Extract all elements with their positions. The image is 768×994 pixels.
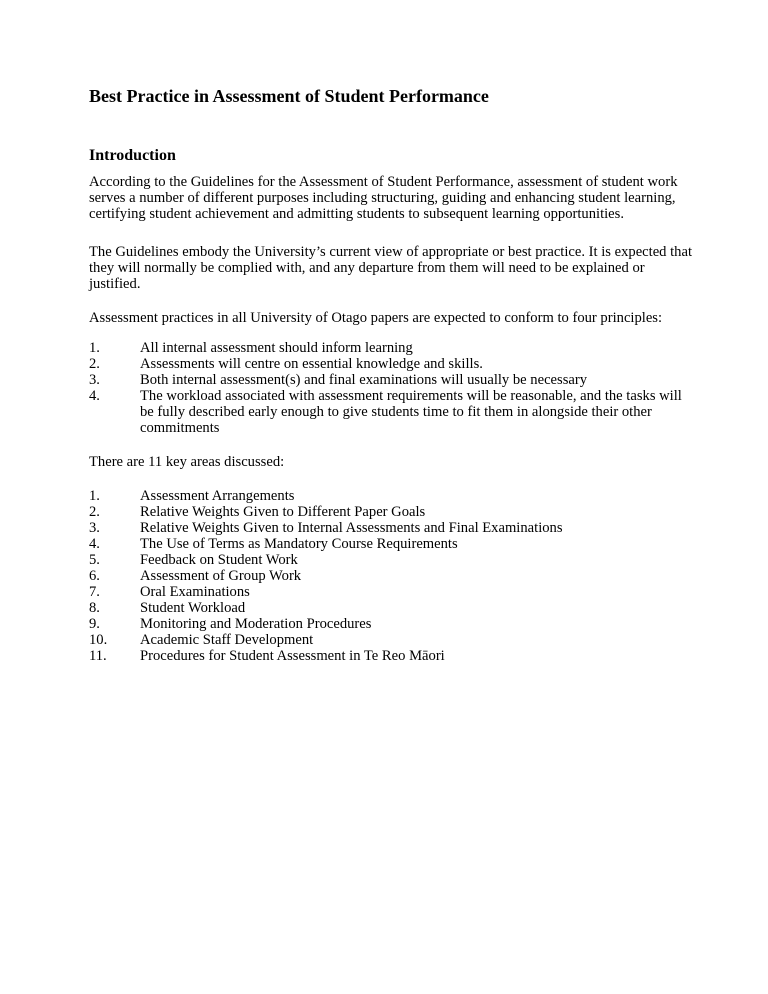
list-item [89, 552, 699, 568]
list-item [89, 584, 699, 600]
list-text: Oral Examinations [140, 584, 250, 600]
list-number: 9. [89, 616, 100, 632]
areas-list [89, 488, 699, 664]
guidelines-paragraph [89, 244, 699, 292]
list-item [89, 356, 699, 372]
paragraph-text: There are 11 key areas discussed: [89, 454, 285, 470]
list-text: The Use of Terms as Mandatory Course Requirements [140, 536, 458, 552]
list-item [89, 388, 699, 436]
list-number: 10. [89, 632, 108, 648]
principles-intro-paragraph [89, 310, 699, 326]
list-number: 2. [89, 356, 100, 372]
list-text: Feedback on Student Work [140, 552, 298, 568]
list-number: 5. [89, 552, 100, 568]
list-text: Assessments will centre on essential knowledge and skills. [140, 356, 483, 372]
list-text: Academic Staff Development [140, 632, 314, 648]
list-item [89, 616, 699, 632]
list-text: Procedures for Student Assessment in Te Reo Māori [140, 648, 445, 664]
list-text: All internal assessment should inform learning [140, 340, 413, 356]
list-number: 1. [89, 340, 100, 356]
list-number: 6. [89, 568, 100, 584]
list-text: Relative Weights Given to Internal Assessments and Final Examinations [140, 520, 563, 536]
list-text: Both internal assessment(s) and final examinations will usually be necessary [140, 372, 588, 388]
list-number: 2. [89, 504, 100, 520]
list-text: Relative Weights Given to Different Paper Goals [140, 504, 426, 520]
paragraph-text: Assessment practices in all University of Otago papers are expected to conform to four principles: [89, 310, 663, 326]
list-text: Monitoring and Moderation Procedures [140, 616, 372, 632]
list-number: 7. [89, 584, 100, 600]
list-item [89, 632, 699, 648]
list-text: Assessment Arrangements [140, 488, 295, 504]
list-number: 1. [89, 488, 100, 504]
list-number: 3. [89, 520, 100, 536]
section-heading-introduction: Introduction [89, 147, 176, 164]
paragraph-text: The Guidelines embody the University’s current view of appropriate or best practice. It is expected that they will normally be complied with, and any departure from them will need to be explained or justified. [89, 244, 693, 292]
list-item [89, 600, 699, 616]
list-number: 8. [89, 600, 100, 616]
list-item [89, 648, 699, 664]
list-item [89, 488, 699, 504]
list-number: 3. [89, 372, 100, 388]
principles-list [89, 340, 699, 436]
paragraph-text: According to the Guidelines for the Assessment of Student Performance, assessment of student work serves a number of different purposes including structuring, guiding and enhancing student learning, certifying student achievement and admitting students to subsequent learning opportunities. [89, 174, 678, 222]
list-item [89, 372, 699, 388]
list-number: 4. [89, 536, 100, 552]
intro-paragraph [89, 174, 699, 222]
list-item [89, 520, 699, 536]
document-title: Best Practice in Assessment of Student Performance [89, 86, 489, 106]
list-text: Student Workload [140, 600, 246, 616]
list-item [89, 504, 699, 520]
list-item [89, 536, 699, 552]
list-text: Assessment of Group Work [140, 568, 302, 584]
list-number: 11. [89, 648, 107, 664]
list-item [89, 568, 699, 584]
list-item [89, 340, 699, 356]
list-number: 4. [89, 388, 100, 404]
list-text: The workload associated with assessment requirements will be reasonable, and the tasks will be fully described early enough to give students time to fit them in alongside their other commitments [140, 388, 682, 436]
areas-intro-paragraph [89, 454, 699, 470]
